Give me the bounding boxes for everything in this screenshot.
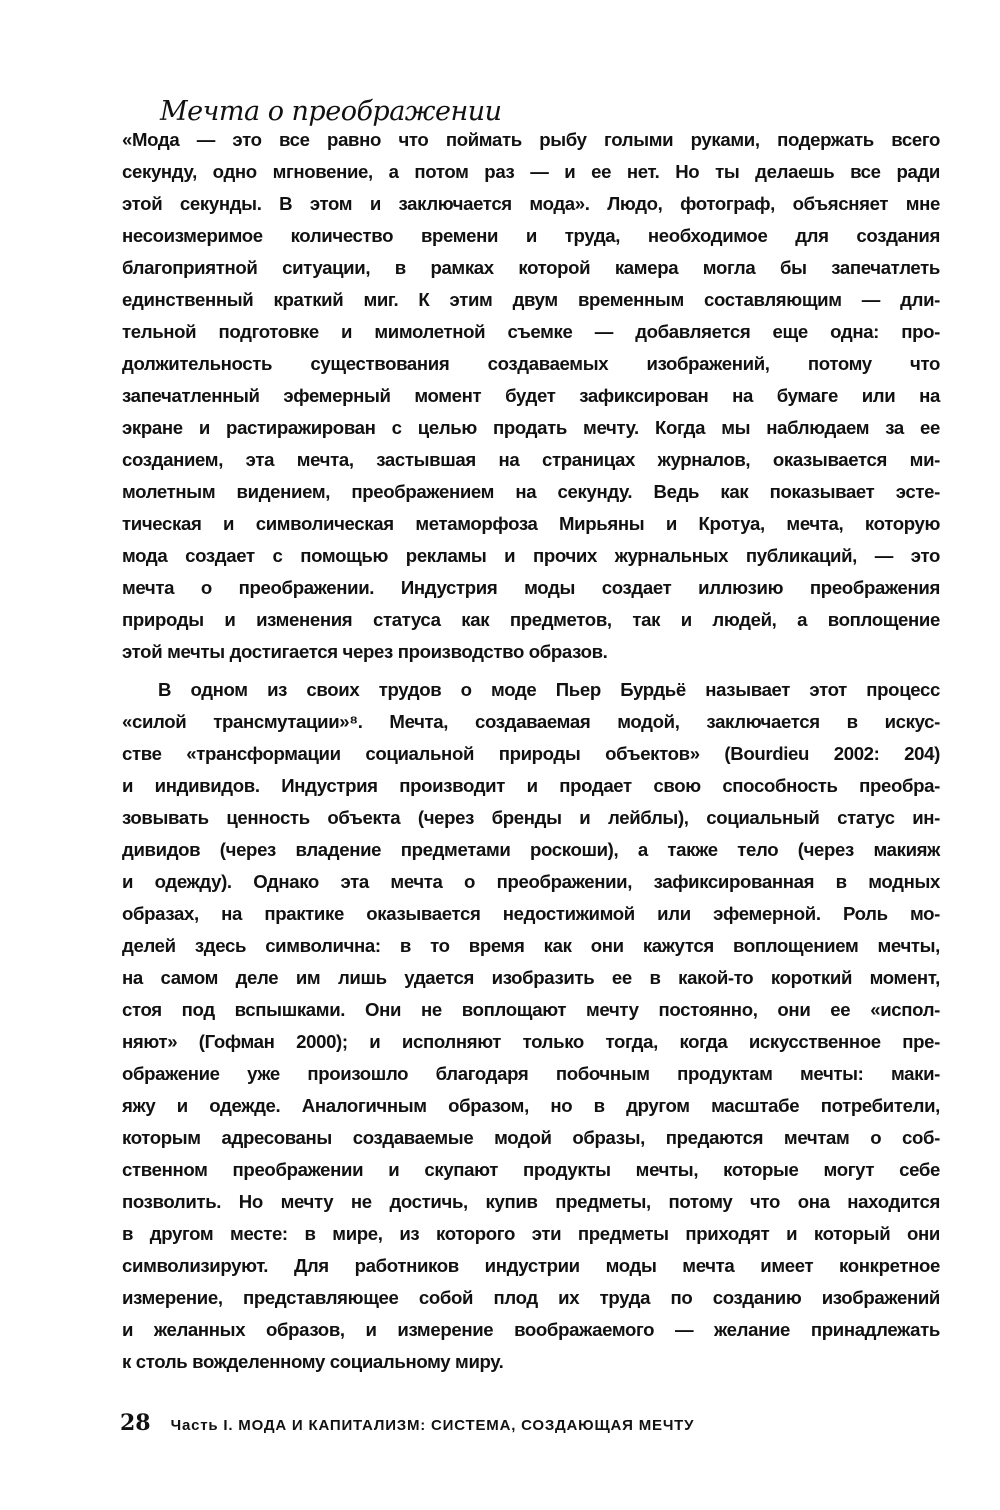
text-line: должительность существования создаваемых изображений, потому что	[122, 353, 940, 374]
text-line: благоприятной ситуации, в рамках которой камера могла бы запечатлеть	[122, 257, 940, 278]
text-line: образах, на практике оказывается недостижимой или эфемерной. Роль мо-	[122, 903, 940, 924]
text-line: мечта о преображении. Индустрия моды создает иллюзию преображения	[122, 577, 940, 598]
paragraph	[122, 674, 940, 1378]
section-heading: Мечта о преображении	[160, 96, 502, 128]
text-line: и желанных образов, и измерение воображаемого — желание принадлежать	[122, 1319, 940, 1340]
text-line: этой секунды. В этом и заключается мода». Людо, фотограф, объясняет мне	[122, 193, 940, 214]
text-line: стве «трансформации социальной природы объектов» (Bourdieu 2002: 204)	[122, 743, 940, 764]
text-line: этой мечты достигается через производство образов.	[122, 641, 608, 662]
text-line: «Мода — это все равно что поймать рыбу голыми руками, подержать всего	[122, 129, 940, 150]
text-line: яжу и одежде. Аналогичным образом, но в другом масштабе потребители,	[122, 1095, 940, 1116]
running-head: Часть I. МОДА И КАПИТАЛИЗМ: СИСТЕМА, СОЗДАЮЩАЯ МЕЧТУ	[170, 1417, 695, 1434]
text-line: дивидов (через владение предметами роскоши), а также тело (через макияж	[122, 839, 940, 860]
text-line: природы и изменения статуса как предметов, так и людей, а воплощение	[122, 609, 940, 630]
text-line: делей здесь символична: в то время как они кажутся воплощением мечты,	[122, 935, 940, 956]
text-line: которым адресованы создаваемые модой образы, предаются мечтам о соб-	[122, 1127, 940, 1148]
text-line: ственном преображении и скупают продукты мечты, которые могут себе	[122, 1159, 940, 1180]
text-line: няют» (Гофман 2000); и исполняют только тогда, когда искусственное пре-	[122, 1031, 940, 1052]
text-line: тельной подготовке и мимолетной съемке — добавляется еще одна: про-	[122, 321, 940, 342]
text-line: позволить. Но мечту не достичь, купив предметы, потому что она находится	[122, 1191, 940, 1212]
paragraph	[122, 124, 940, 668]
text-line: запечатленный эфемерный момент будет зафиксирован на бумаге или на	[122, 385, 940, 406]
text-line: тическая и символическая метаморфоза Мирьяны и Кротуа, мечта, которую	[122, 513, 940, 534]
text-line: «силой трансмутации»⁸. Мечта, создаваемая модой, заключается в искус-	[122, 711, 940, 732]
text-line: в другом месте: в мире, из которого эти предметы приходят и который они	[122, 1223, 940, 1244]
text-line: символизируют. Для работников индустрии моды мечта имеет конкретное	[122, 1255, 940, 1276]
text-line: зовывать ценность объекта (через бренды и лейблы), социальный статус ин-	[122, 807, 940, 828]
text-line: стоя под вспышками. Они не воплощают мечту постоянно, они ее «испол-	[122, 999, 940, 1020]
text-line: несоизмеримое количество времени и труда, необходимое для создания	[122, 225, 940, 246]
text-line: секунду, одно мгновение, а потом раз — и ее нет. Но ты делаешь все ради	[122, 161, 940, 182]
text-line: измерение, представляющее собой плод их труда по созданию изображений	[122, 1287, 940, 1308]
text-line: на самом деле им лишь удается изобразить ее в какой-то короткий момент,	[122, 967, 940, 988]
text-line: экране и растиражирован с целью продать мечту. Когда мы наблюдаем за ее	[122, 417, 940, 438]
text-line: к столь вожделенному социальному миру.	[122, 1351, 504, 1372]
text-line: мода создает с помощью рекламы и прочих журнальных публикаций, — это	[122, 545, 940, 566]
text-line: ображение уже произошло благодаря побочным продуктам мечты: маки-	[122, 1063, 940, 1084]
text-line: созданием, эта мечта, застывшая на страницах журналов, оказывается ми-	[122, 449, 940, 470]
body-text	[122, 124, 940, 1378]
text-line: и индивидов. Индустрия производит и продает свою способность преобра-	[122, 775, 940, 796]
text-line: молетным видением, преображением на секунду. Ведь как показывает эсте-	[122, 481, 940, 502]
text-line: и одежду). Однако эта мечта о преображении, зафиксированная в модных	[122, 871, 940, 892]
text-line: В одном из своих трудов о моде Пьер Бурдьё называет этот процесс	[158, 679, 940, 700]
text-line: единственный краткий миг. К этим двум временным составляющим — дли-	[122, 289, 940, 310]
page-footer	[120, 1410, 694, 1436]
page-number: 28	[120, 1410, 151, 1436]
